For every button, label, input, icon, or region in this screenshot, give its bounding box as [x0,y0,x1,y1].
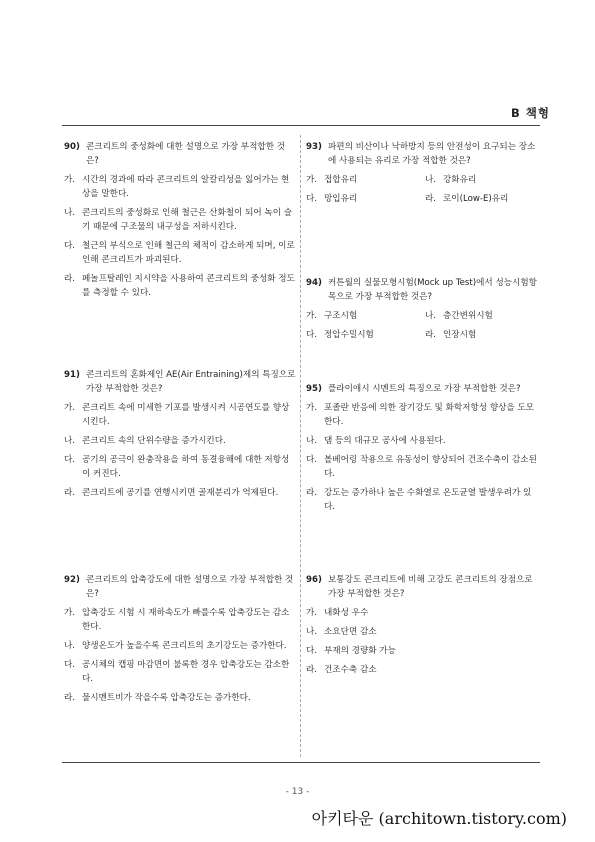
option-label: 다. [306,646,318,656]
option-label: 가. [306,608,318,618]
option-text: 강도는 증가하나 높은 수화열로 온도균열 발생우려가 있다. [324,488,532,512]
option-label: 다. [64,241,76,251]
option-label: 나. [425,311,437,321]
option-ga[interactable] [64,173,296,201]
option-label: 가. [64,608,76,618]
option-label: 라. [64,488,76,498]
option-text: 층간변위시험 [443,311,493,321]
option-label: 라. [306,665,318,675]
question-number: 93) [306,142,322,152]
question-number: 91) [64,370,80,380]
column-divider [300,135,301,757]
option-label: 라. [306,488,318,498]
option-text: 포졸란 반응에 의한 장기강도 및 화학저항성 향상을 도모한다. [324,403,535,427]
question-92 [64,573,296,710]
option-text: 건조수축 감소 [324,665,377,675]
option-label: 나. [64,436,76,446]
page-number: - 13 - [285,787,310,797]
question-91 [64,368,296,505]
option-na[interactable] [64,206,296,234]
header-rule [62,125,540,126]
question-text: 커튼월의 실물모형시험(Mock up Test)에서 성능시험항목으로 가장 부적합한 것은? [328,278,537,302]
option-label: 나. [64,641,76,651]
question-number: 92) [64,575,80,585]
option-text: 망입유리 [324,194,358,204]
booklet-type-label: B 책형 [511,106,550,120]
option-label: 나. [425,175,437,185]
option-label: 가. [306,403,318,413]
option-text: 댐 등의 대규모 공사에 사용된다. [324,436,446,446]
question-text: 보통강도 콘크리트에 비해 고강도 콘크리트의 장점으로 가장 부적합한 것은? [328,575,533,599]
option-text: 부재의 경량화 가능 [324,646,396,656]
option-ga[interactable] [64,606,296,634]
option-label: 가. [64,175,76,185]
option-text: 강화유리 [443,175,477,185]
option-text: 물시멘트비가 작을수록 압축강도는 증가한다. [82,693,251,703]
option-text: 콘크리트의 중성화로 인해 철근은 산화철이 되어 녹이 슬기 때문에 구조물의 내구성을 저하시킨다. [82,208,293,232]
option-label: 라. [425,194,437,204]
option-text: 콘크리트 속의 단위수량을 증가시킨다. [82,436,226,446]
question-96 [306,573,538,682]
question-95 [306,382,538,519]
option-na[interactable] [306,625,538,639]
question-90 [64,140,296,305]
option-da[interactable] [64,658,296,686]
option-text: 콘크리트에 공기를 연행시키면 골재분리가 억제된다. [82,488,279,498]
option-ra[interactable] [306,663,538,677]
option-text: 공시체의 캡핑 마감면이 불록한 경우 압축강도는 감소한다. [82,660,290,684]
option-da[interactable] [64,239,296,267]
footer-rule [62,762,540,763]
option-text: 구조시험 [324,311,358,321]
option-ga[interactable] [306,606,538,620]
question-93 [306,140,538,206]
option-ga[interactable] [64,401,296,429]
question-text: 콘크리트의 혼화제인 AE(Air Entraining)제의 특징으로 가장 부적합한 것은? [86,370,296,394]
option-da[interactable] [306,644,538,658]
option-text: 소요단면 감소 [324,627,377,637]
option-ra[interactable] [306,486,538,514]
option-text: 콘크리트 속에 미세한 기포를 발생시켜 시공연도를 향상시킨다. [82,403,290,427]
option-label: 라. [64,274,76,284]
option-ra[interactable] [64,691,296,705]
option-text: 페놀프탈레인 지시약을 사용하여 콘크리트의 중성화 정도를 측정할 수 있다. [82,274,295,298]
option-label: 다. [64,660,76,670]
option-na[interactable] [306,434,538,448]
option-ga[interactable] [306,401,538,429]
option-label: 나. [306,627,318,637]
question-94 [306,276,538,342]
question-text: 파편의 비산이나 낙하방지 등의 안전성이 요구되는 장소에 사용되는 유리로 가장 적합한 것은? [328,142,536,166]
option-text: 내화성 우수 [324,608,369,618]
question-number: 95) [306,384,322,394]
question-number: 94) [306,278,322,288]
option-text: 양생온도가 높을수록 콘크리트의 초기강도는 증가한다. [82,641,287,651]
option-label: 다. [306,194,318,204]
option-da[interactable] [306,192,419,206]
option-text: 접합유리 [324,175,358,185]
option-ga[interactable] [306,309,419,323]
option-na[interactable] [64,434,296,448]
option-da[interactable] [306,328,419,342]
option-ra[interactable] [64,272,296,300]
option-ga[interactable] [306,173,419,187]
option-na[interactable] [64,639,296,653]
option-label: 가. [306,175,318,185]
options-grid [306,309,538,342]
option-ra[interactable] [425,328,538,342]
question-text: 콘크리트의 압축강도에 대한 설명으로 가장 부적합한 것은? [86,575,294,599]
option-label: 가. [64,403,76,413]
option-text: 철근의 부식으로 인해 철근의 체적이 감소하게 되며, 이로 인해 콘크리트가 파괴된다. [82,241,295,265]
option-text: 인장시험 [443,330,477,340]
question-text: 플라이애시 시멘트의 특징으로 가장 부적합한 것은? [328,384,521,394]
option-text: 시간의 경과에 따라 콘크리트의 알칼리성을 잃어가는 현상을 말한다. [82,175,290,199]
watermark-text: 아키타운 (architown.tistory.com) [311,809,567,828]
question-text: 콘크리트의 중성화에 대한 설명으로 가장 부적합한 것은? [86,142,286,166]
option-na[interactable] [425,173,538,187]
option-label: 가. [306,311,318,321]
option-label: 다. [306,455,318,465]
option-da[interactable] [306,453,538,481]
option-na[interactable] [425,309,538,323]
option-label: 다. [64,455,76,465]
options-grid [306,173,538,206]
option-text: 공기의 공극이 완충작용을 하여 동결융해에 대한 저항성이 커진다. [82,455,290,479]
option-label: 나. [306,436,318,446]
option-text: 압축강도 시험 시 재하속도가 빠를수록 압축강도는 감소한다. [82,608,290,632]
question-number: 90) [64,142,80,152]
option-text: 정압수밀시험 [324,330,374,340]
option-label: 라. [425,330,437,340]
question-number: 96) [306,575,322,585]
option-da[interactable] [64,453,296,481]
option-label: 다. [306,330,318,340]
option-label: 나. [64,208,76,218]
option-ra[interactable] [64,486,296,500]
option-ra[interactable] [425,192,538,206]
option-text: 볼베어링 작용으로 유동성이 향상되어 건조수축이 감소된다. [324,455,537,479]
option-text: 로이(Low-E)유리 [443,194,509,204]
option-label: 라. [64,693,76,703]
